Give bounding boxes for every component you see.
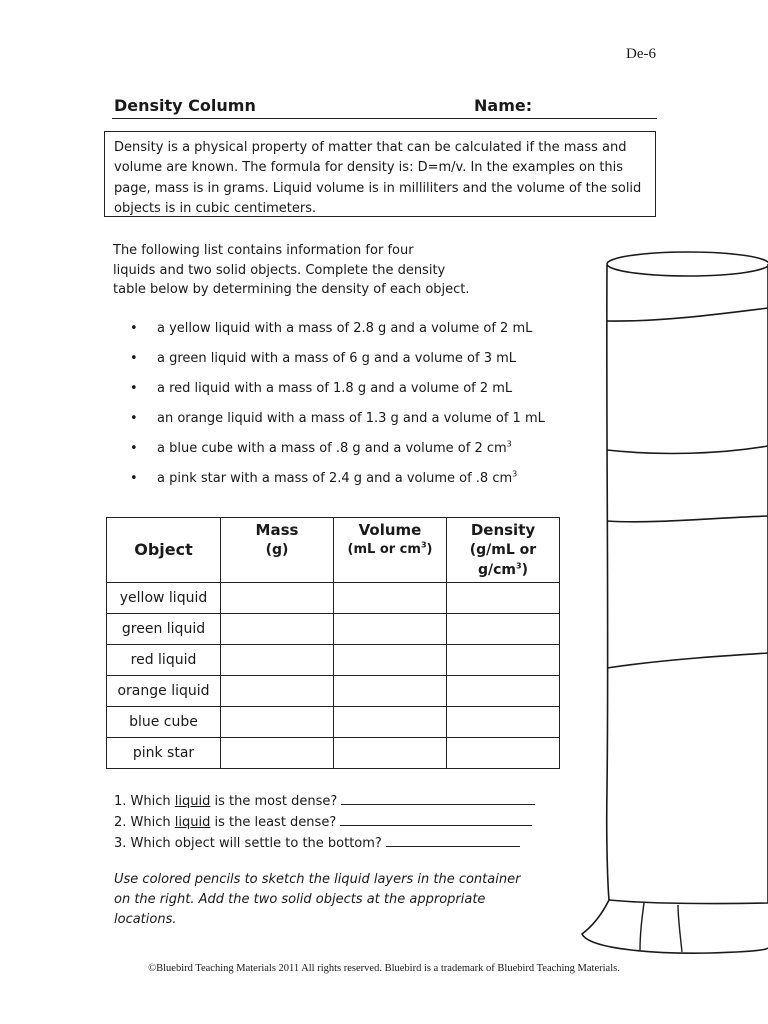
question-text: is the least dense?: [210, 815, 337, 830]
question-3: [114, 833, 535, 854]
table-row: [107, 645, 560, 676]
instruction-line: Use colored pencils to sketch the liquid layers in the container: [114, 872, 521, 887]
list-item: [130, 319, 545, 349]
column-header-volume: [334, 518, 447, 583]
bullet-icon: •: [130, 321, 138, 336]
column-header-density: [447, 518, 560, 583]
unit-text: (mL or cm: [347, 542, 421, 557]
bullet-icon: •: [130, 411, 138, 426]
density-cell[interactable]: [447, 676, 560, 707]
header-unit: (g/mL or: [469, 542, 537, 558]
density-table: [106, 517, 560, 769]
graduated-cylinder[interactable]: [560, 228, 768, 960]
list-item: [130, 349, 545, 379]
task-line: table below by determining the density of each object.: [113, 282, 470, 297]
list-item-text: a pink star with a mass of 2.4 g and a volume of .8 cm: [157, 471, 513, 486]
unit-text: ): [521, 562, 528, 578]
object-cell: yellow liquid: [107, 583, 221, 614]
list-item-text: a red liquid with a mass of 1.8 g and a volume of 2 mL: [157, 381, 513, 396]
question-emphasis: liquid: [174, 815, 211, 830]
answer-blank[interactable]: [386, 833, 520, 847]
list-item: [130, 439, 545, 469]
volume-cell[interactable]: [334, 707, 447, 738]
item-list: [130, 319, 545, 499]
task-line: liquids and two solid objects. Complete the density: [113, 262, 446, 278]
question-text: is the most dense?: [210, 794, 338, 809]
list-item-text: a yellow liquid with a mass of 2.8 g and a volume of 2 mL: [157, 321, 533, 336]
list-item: [130, 469, 545, 499]
volume-cell[interactable]: [334, 676, 447, 707]
table-row: [107, 676, 560, 707]
answer-blank[interactable]: [341, 791, 535, 805]
question-emphasis: liquid: [174, 794, 211, 809]
unit-text: g/cm: [477, 562, 517, 578]
copyright-footer: ©Bluebird Teaching Materials 2011 All rights reserved. Bluebird is a trademark of Bluebird Teaching Materials.: [148, 963, 620, 974]
superscript: 3: [516, 561, 522, 571]
instruction-line: on the right. Add the two solid objects at the appropriate: [114, 892, 486, 907]
unit-text: ): [426, 542, 433, 557]
density-cell[interactable]: [447, 738, 560, 769]
drawing-paper-bg: [562, 232, 766, 956]
list-item-text: an orange liquid with a mass of 1.3 g and a volume of 1 mL: [157, 411, 545, 426]
volume-cell[interactable]: [334, 738, 447, 769]
question-1: [114, 791, 535, 812]
volume-cell[interactable]: [334, 645, 447, 676]
list-item: [130, 379, 545, 409]
mass-cell[interactable]: [221, 707, 334, 738]
mass-cell[interactable]: [221, 738, 334, 769]
answer-blank[interactable]: [340, 812, 532, 826]
worksheet-header: [112, 96, 657, 119]
column-header-mass: [221, 518, 334, 583]
table-row: [107, 707, 560, 738]
list-item: [130, 409, 545, 439]
mass-cell[interactable]: [221, 583, 334, 614]
header-unit: [447, 560, 559, 580]
object-cell: red liquid: [107, 645, 221, 676]
table-row: [107, 738, 560, 769]
intro-box: Density is a physical property of matter that can be calculated if the mass and volume are known. The formula for density is: D=m/v. In the examples on this page, mass is in grams. Liquid volume is in milliliters and the volume of the solid objects is in cubic centimeters.: [104, 131, 656, 217]
object-cell: pink star: [107, 738, 221, 769]
header-label: Density: [470, 521, 536, 539]
header-unit: (g): [265, 542, 289, 558]
object-cell: green liquid: [107, 614, 221, 645]
object-cell: blue cube: [107, 707, 221, 738]
question-text: 3. Which object will settle to the bottom?: [114, 836, 382, 851]
mass-cell[interactable]: [221, 645, 334, 676]
worksheet-title: Density Column: [114, 96, 256, 115]
question-text: 2. Which: [114, 815, 175, 830]
volume-cell[interactable]: [334, 614, 447, 645]
page-id: De-6: [626, 46, 656, 62]
bullet-icon: •: [130, 441, 138, 456]
name-label: Name:: [474, 96, 533, 115]
bullet-icon: •: [130, 351, 138, 366]
superscript: 3: [506, 439, 512, 449]
mass-cell[interactable]: [221, 614, 334, 645]
density-cell[interactable]: [447, 583, 560, 614]
volume-cell[interactable]: [334, 583, 447, 614]
task-line: The following list contains information for four: [113, 243, 414, 258]
question-list: [114, 791, 535, 854]
density-cell[interactable]: [447, 614, 560, 645]
question-text: 1. Which: [114, 794, 175, 809]
header-label: Volume: [358, 521, 422, 539]
bullet-icon: •: [130, 471, 138, 486]
table-row: [107, 583, 560, 614]
density-cell[interactable]: [447, 645, 560, 676]
table-row: [107, 614, 560, 645]
question-2: [114, 812, 535, 833]
superscript: 3: [512, 469, 518, 479]
bullet-icon: •: [130, 381, 138, 396]
task-text: [113, 241, 533, 300]
object-cell: orange liquid: [107, 676, 221, 707]
mass-cell[interactable]: [221, 676, 334, 707]
density-cell[interactable]: [447, 707, 560, 738]
list-item-text: a blue cube with a mass of .8 g and a volume of 2 cm: [157, 441, 507, 456]
list-item-text: a green liquid with a mass of 6 g and a volume of 3 mL: [157, 351, 517, 366]
instructions: [114, 870, 554, 930]
table-header-row: [107, 518, 560, 583]
instruction-line: locations.: [114, 912, 177, 927]
superscript: 3: [420, 540, 427, 550]
header-unit: [334, 540, 446, 560]
column-header-object: Object: [107, 518, 221, 583]
header-label: Mass: [255, 521, 299, 539]
